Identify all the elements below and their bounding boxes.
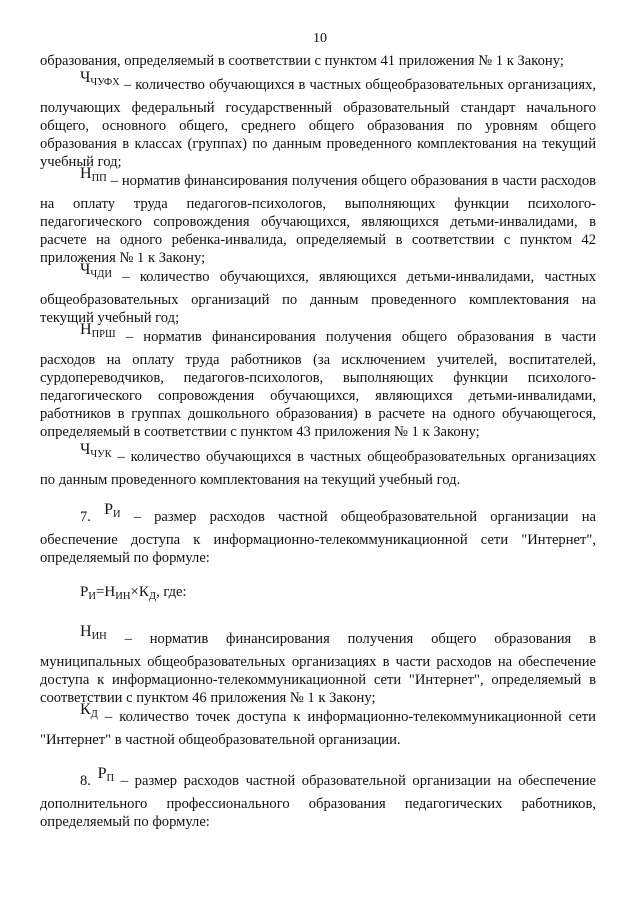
definition-chuk: [40, 441, 596, 489]
symbol: $Ч_{ЧУФХ}$: [80, 69, 120, 88]
symbol: $Ч_{ЧУК}$: [80, 441, 112, 460]
symbol: $Р_И$: [104, 501, 121, 520]
formula: $Р_И=Н_{ИН}\times К_Д$, где:: [80, 584, 187, 602]
definition-text: – норматив финансирования получения общего образования в части расходов на оплату труда работников (за исключением учителей, воспитателей, сурдопереводчиков, педагогов-психологов, выполняющих функции психолого-педагогического сопровождения обучающихся, являющихся детьми-инвалидами, работников в группах дошкольного образования) в расчете на одного обучающегося, определяемый в соответствии с пунктом 43 приложения № 1 к Закону;: [40, 329, 597, 440]
item-number: 7.: [80, 509, 91, 525]
paragraph-text: образования, определяемый в соответствии с пунктом 41 приложения № 1 к Закону;: [40, 53, 564, 69]
symbol: $Н_{ПРШ}$: [80, 321, 116, 340]
definition-chuyoh: [40, 69, 596, 171]
symbol: $Ч_{ЧДИ}$: [80, 261, 112, 280]
definition-nprsh: [40, 321, 597, 441]
symbol: $К_Д$: [80, 701, 98, 720]
page-number: 10: [313, 31, 327, 46]
definition-nin: [40, 623, 596, 707]
definition-text: – количество точек доступа к информационно-телекоммуникационной сети "Интернет" в частной общеобразовательной организации.: [40, 709, 596, 748]
item-text: – размер расходов частной образовательной организации на обеспечение дополнительного профессионального образования педагогических работников, определяемый по формуле:: [40, 773, 596, 830]
item-7: [40, 501, 596, 567]
definition-npp: [40, 165, 597, 267]
symbol: $Р_П$: [97, 765, 115, 784]
definition-text: – норматив финансирования получения общего образования в муниципальных общеобразовательных организациях в части расходов на обеспечение доступа к информационно-телекоммуникационной сети "Интернет", определяемый в соответствии с пунктом 46 приложения № 1 к Закону;: [40, 631, 596, 706]
item-text: – размер расходов частной общеобразовательной организации на обеспечение доступа к информационно-телекоммуникационной сети "Интернет", определяемый по формуле:: [40, 509, 596, 566]
symbol: $Н_{ИН}$: [80, 623, 107, 642]
symbol: $Н_{ПП}$: [80, 165, 107, 184]
definition-text: – норматив финансирования получения общего образования в части расходов на оплату труда педагогов-психологов, выполняющих функции психолого-педагогического сопровождения обучающихся, являющихся детьми-инвалидами, в расчете на одного ребенка-инвалида, определяемый в соответствии с пунктом 42 приложения № 1 к Закону;: [40, 173, 597, 266]
paragraph-continuation: [40, 52, 596, 70]
definition-text: – количество обучающихся в частных общеобразовательных организациях по данным проведенного комплектования на текущий учебный год.: [40, 449, 596, 488]
definition-text: – количество обучающихся, являющихся детьми-инвалидами, частных общеобразовательных организаций по данным проведенного комплектования на текущий учебный год;: [40, 269, 596, 326]
item-number: 8.: [80, 773, 91, 789]
item-8: [40, 765, 596, 831]
definition-chdi: [40, 261, 596, 327]
definition-kd: [40, 701, 596, 749]
definition-text: – количество обучающихся в частных общеобразовательных организациях, получающих федеральный государственный образовательный стандарт начального общего, основного общего, среднего общего образования по уровням общего образования в классах (группах) по данным проведенного комплектования на текущий учебный год;: [40, 77, 596, 170]
